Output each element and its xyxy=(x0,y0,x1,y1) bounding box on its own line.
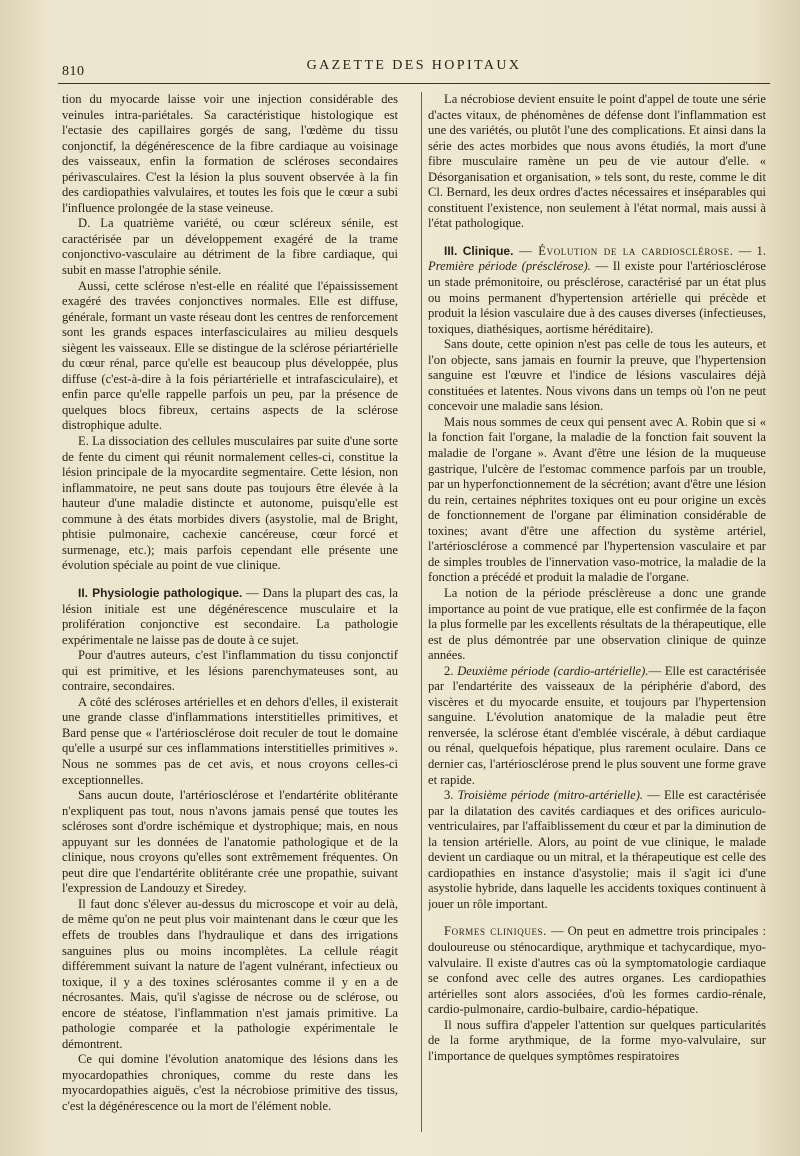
item-3-title: Troisième période (mitro-artérielle). xyxy=(457,788,644,803)
header-rule xyxy=(58,83,770,84)
right-column xyxy=(428,92,766,1142)
item-1-title: Première période (présclérose). xyxy=(428,259,591,274)
page-header xyxy=(58,54,770,84)
section-3-paragraph xyxy=(428,244,766,337)
item-1-number: 1. xyxy=(756,243,766,258)
paragraph: Aussi, cette sclérose n'est-elle en réalité que l'épaississement exagéré des travées conjonctives normales. Elle est diffuse, générale, formant un vaste réseau dont les centres de renforcement sont les grands espaces interfasciculaires au milieu desquels siègent les vaisseaux. Elle se distingue de la sclérose périartérielle du cœur rénal, parce qu'elle est beaucoup plus développée, plus diffuse (c'est-à-dire à la fois périartérielle et intrafasciculaire), et enfin parce qu'elle rappelle parfois un peu, par la présence de quelques blocs fibreux, certains aspects de la sclérose distrophique adulte. xyxy=(62,278,398,433)
paragraph: La notion de la période présclèreuse a donc une grande importance au point de vue pratique, elle est confirmée de la façon la plus formelle par les excellents résultats de la thérapeutique, elle est de plus démontrée par une observation clinique de quinze années. xyxy=(428,585,766,663)
paragraph: Il faut donc s'élever au-dessus du microscope et voir au delà, de même qu'on ne peut plus voir maintenant dans le cœur que les effets de troubles dans l'hydraulique et dans des irrigations sanguines plus ou moins incomplètes. La cellule réagit différemment suivant la nature de l'agent vulnérant, infectieux ou toxique, il y a des toxines sclérosantes comme il y en a de nécrosantes. Mais, qu'il s'agisse de nécrose ou de sclérose, ou encore de stéatose, l'inflammation n'est jamais primitive. La pathologie comparée et la pathologie expérimentale le démontrent. xyxy=(62,896,398,1051)
section-2-heading: II. Physiologie pathologique. xyxy=(78,585,243,600)
paragraph: A côté des scléroses artérielles et en dehors d'elles, il existerait une grande classe d'inflammations interstitielles primitives, et Bard pense que « l'artériosclérose doit reculer de tout le domaine qu'elle a usurpé sur ces inflammations interstitielles primitives ». Nous ne sommes pas de cet avis, et nous croyons celles-ci exceptionnelles. xyxy=(62,694,398,787)
paragraph: tion du myocarde laisse voir une injection considérable des veinules intra-pariétales. Sa caractéristique histologique est l'ectasie des capillaires gorgés de sang, l'œdème du tissu conjonctif, la dégénérescence de la fibre cardiaque au voisinage des vaisseaux, enfin la formation de scléroses secondaires périvasculaires. C'est la lésion la plus souvent observée à la fin des cardiopathies valvulaires, et toutes les fois que le cœur a subi l'influence prolongée de la stase veineuse. xyxy=(62,92,398,215)
section-2-paragraph xyxy=(62,586,398,648)
left-column xyxy=(62,92,398,1142)
paragraph: Il nous suffira d'appeler l'attention sur quelques particularités de la forme arythmique, de la forme myo-valvulaire, sur l'importance de quelques symptômes respiratoires xyxy=(428,1017,766,1063)
item-3-paragraph xyxy=(428,788,766,912)
item-2-title: Deuxième période (cardio-artérielle). xyxy=(457,663,649,678)
paragraph: Ce qui domine l'évolution anatomique des lésions dans les myocardopathies chroniques, comme du reste dans les myocardopathies aiguës, c'est la nécrobiose primitive des tissus, c'est la dégénérescence ou la mort de l'élément noble. xyxy=(62,1052,398,1113)
section-3-subheading: — Évolution de la cardiosclérose. xyxy=(513,243,734,258)
item-2-text: — Elle est caractérisée par l'endartérite des vaisseaux de la périphérie d'abord, des viscères et du myocarde ensuite, et toujours par l'hypertension sanguine. L'évolution anatomique de la maladie peut être renversée, la sclérose étant d'emblée viscérale, à début cardiaque ou rénal, quelquefois hépatique, plus rarement oculaire. Dans ce dernier cas, l'artériosclérose prend le plus souvent une forme grave et rapide. xyxy=(428,663,766,787)
paragraph: Sans doute, cette opinion n'est pas celle de tous les auteurs, et l'on objecte, sans jamais en fournir la preuve, que l'hypertension sanguine est l'œuvre et l'indice de lésions vasculaires déjà constituées et latentes. Nous vivons dans un temps où l'on ne peut concevoir une maladie sans lésion. xyxy=(428,337,766,414)
formes-cliniques-heading: Formes cliniques. xyxy=(444,924,547,939)
formes-cliniques-text: — On peut en admettre trois principales : douloureuse ou sténocardique, arythmique et tachycardique, myo-valvulaire. Il existe d'autres cas où la symptomatologie cardiaque se confond avec celle des autres organes. Les cardiopathies artérielles sont alors associées, d'où les formes cardio-rénale, cardio-pulmonaire, cardio-bulbaire, cardio-hépatique. xyxy=(428,924,766,1017)
paragraph: Sans aucun doute, l'artériosclérose et l'endartérite oblitérante n'expliquent pas tout, nous n'avons jamais pensé que toutes les scléroses sont d'ordre ischémique et dystrophique; mais, en nous appuyant sur les données de l'anatomie pathologique et de la clinique, nous croyons qu'elles sont extrêmement fréquentes. On peut dire que l'endartérite oblitérante crée une propathie, suivant l'expression de Landouzy et Siredey. xyxy=(62,788,398,896)
item-2-paragraph xyxy=(428,664,766,788)
section-3-heading: III. Clinique. xyxy=(444,243,514,258)
journal-title: GAZETTE DES HOPITAUX xyxy=(306,58,522,73)
column-divider xyxy=(421,92,422,1132)
item-2-number: 2. xyxy=(444,663,458,678)
paragraph: Pour d'autres auteurs, c'est l'inflammation du tissu conjonctif qui est primitive, et les lésions parenchymateuses sont, au contraire, secondaires. xyxy=(62,648,398,694)
page-number: 810 xyxy=(62,64,85,79)
paragraph: Mais nous sommes de ceux qui pensent avec A. Robin que si « la fonction fait l'organe, la maladie de la fonction fait souvent la maladie de l'organe ». Avant d'être une lésion de la muqueuse gastrique, l'ulcère de l'estomac commence parfois par un trouble, par un hyperfonctionnement de la sécrétion; avant d'être une lésion du rein, certaines néphrites toxiques ont eu pour origine un excès de fonctionnement de l'organe par élimination considérable de toxines; avant d'être une affection du système artériel, l'artériosclérose a commencé par l'hypertension vasculaire et par de simples troubles de l'innervation vaso-motrice, la maladie de la fonction a précédé et produit la maladie de l'organe. xyxy=(428,414,766,585)
item-1-text: — Il existe pour l'artériosclérose un stade prémonitoire, ou présclérose, caractérisé par un état plus ou moins permanent d'hypertension artérielle qui précède et produit la lésion vasculaire due à des causes diverses (infectieuses, toxiques, diathésiques, aortisme héréditaire). xyxy=(428,259,766,336)
paragraph: E. La dissociation des cellules musculaires par suite d'une sorte de fente du ciment qui réunit normalement celles-ci, constitue la lésion principale de la myocardite segmentaire. Cette lésion, non inflammatoire, ne peut sans doute pas toujours être élevée à la hauteur d'une maladie distincte et autonome, puisqu'elle est commune à des états morbides divers (asystolie, mal de Bright, phtisie pulmonaire, cachexie cancéreuse, cœur forcé et surmenage, etc.); mais parfois cependant elle présente une évolution spéciale au point de vue clinique. xyxy=(62,434,398,573)
paragraph: La nécrobiose devient ensuite le point d'appel de toute une série d'actes vitaux, de phénomènes de défense dont l'inflammation est une des variétés, ou plutôt l'une des complications. Et ainsi dans la série des actes morbides que nous avons étudiés, la mort d'une fibre musculaire ramène un peu de vie autour d'elle. « Désorganisation et organisation, » tels sont, du reste, comme le dit Cl. Bernard, les deux ordres d'actes nécessaires et inséparables qui constituent l'existence, non seulement à l'état normal, mais aussi à l'état pathologique. xyxy=(428,92,766,231)
paragraph: D. La quatrième variété, ou cœur scléreux sénile, est caractérisée par un développement exagéré de la trame conjonctivo-vasculaire au détriment de la fibre cardiaque, qui subit en masse l'atrophie sénile. xyxy=(62,216,398,278)
item-3-text: — Elle est caractérisée par la dilatation des cavités cardiaques et des orifices auriculo-ventriculaires, par l'affaiblissement du cœur et par la diminution de la tension artérielle. Alors, au point de vue clinique, le malade devient un cardiaque ou un mitral, et la thérapeutique est celle des cardiopathies en instance d'asystolie; mais il s'agit ici d'une asystolie hybride, dans laquelle les accidents toxiques continuent à jouer un rôle important. xyxy=(428,788,766,911)
formes-cliniques-paragraph xyxy=(428,924,766,1017)
section-3-dash: — xyxy=(733,243,757,258)
section-2-text: — Dans la plupart des cas, la lésion initiale est une dégénérescence musculaire et la prolifération conjonctive est secondaire. La pathologie expérimentale ne laisse pas de doute à ce sujet. xyxy=(62,585,398,647)
item-3-number: 3. xyxy=(444,788,458,803)
